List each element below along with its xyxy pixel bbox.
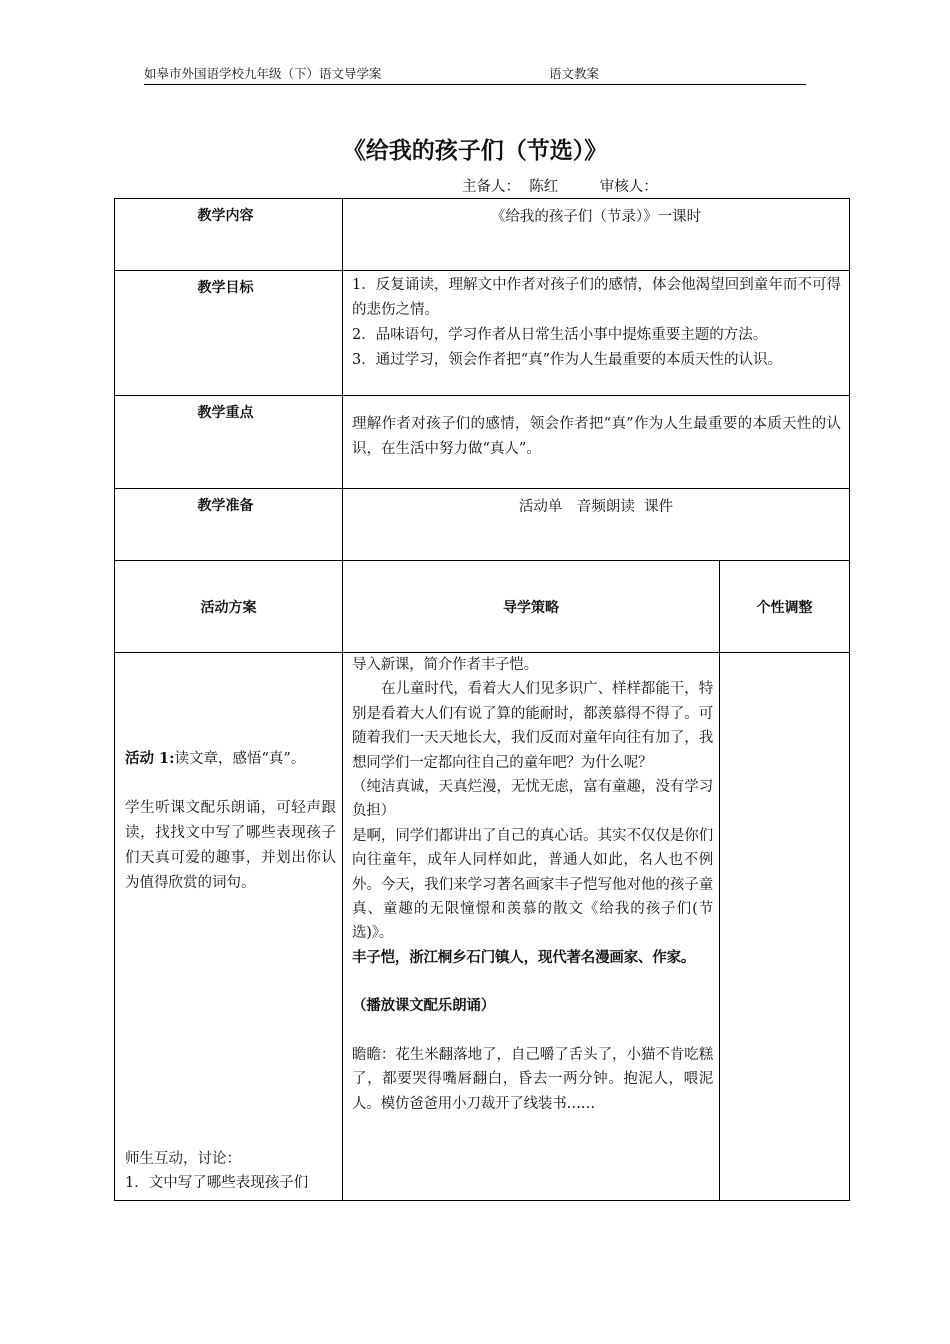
label-teaching-goals: 教学目标 <box>115 271 343 396</box>
play-note: （播放课文配乐朗诵） <box>352 997 495 1015</box>
label-teaching-content: 教学内容 <box>115 199 343 271</box>
guide-answer: （纯洁真诚，天真烂漫，无忧无虑，富有童趣，没有学习负担） <box>352 779 713 820</box>
school-header-text: 如皋市外国语学校九年级（下）语文导学案 <box>144 66 382 81</box>
value-teaching-focus: 理解作者对孩子们的感情，领会作者把“真”作为人生最重要的本质天性的认识，在生活中努力做“真人”。 <box>343 396 850 489</box>
value-teaching-goals <box>343 271 850 396</box>
row-column-headers <box>115 561 850 653</box>
page-header <box>144 66 806 85</box>
blank-line <box>352 970 713 994</box>
activity-title-text: 读文章，感悟“真”。 <box>174 751 306 767</box>
row-activity-1 <box>115 653 850 1201</box>
discussion-question-1: 1．文中写了哪些表现孩子们 <box>125 1175 309 1191</box>
blank-line <box>352 1019 713 1043</box>
header-individual-adjust: 个性调整 <box>720 561 850 653</box>
label-teaching-focus: 教学重点 <box>115 396 343 489</box>
guide-strategy-cell <box>343 653 720 1201</box>
preparer-name: 陈红 <box>529 179 559 195</box>
value-teaching-prep: 活动单 音频朗读 课件 <box>343 489 850 561</box>
preparer-label: 主备人： <box>462 179 520 195</box>
activity-description: 学生听课文配乐朗诵，可轻声跟读，找找文中写了哪些表现孩子们天真可爱的趣事，并划出你认为值得欣赏的词句。 <box>125 800 336 891</box>
reviewer-label: 审核人： <box>599 179 658 195</box>
row-teaching-content <box>115 199 850 271</box>
header-activity-plan: 活动方案 <box>115 561 343 653</box>
guide-intro: 导入新课，简介作者丰子恺。 <box>352 657 538 673</box>
lesson-plan-table <box>114 198 850 1201</box>
guide-paragraph: 在儿童时代，看着大人们见多识广、样样都能干，特别是看着大人们有说了算的能耐时，都羡慕得不得了。可随着我们一天天地长大，我们反而对童年向往有加了，我想同学们一定都向往自己的童年吧？为什么呢？ <box>352 681 713 771</box>
preparer-line <box>462 178 658 196</box>
goal-item: 1．反复诵读，理解文中作者对孩子们的感情，体会他渴望回到童年而不可得的悲伤之情。 <box>352 277 841 318</box>
header-guide-strategy: 导学策略 <box>343 561 720 653</box>
guide-paragraph: 是啊，同学们都讲出了自己的真心话。其实不仅仅是你们向往童年，成年人同样如此，普通人如此，名人也不例外。今天，我们来学习著名画家丰子恺写他对他的孩子童真、童趣的无限憧憬和羡慕的散文《给我的孩子们(节选)》。 <box>352 827 713 942</box>
activity-number: 活动 1: <box>125 750 175 767</box>
doc-type-text: 语文教案 <box>549 66 600 81</box>
label-teaching-prep: 教学准备 <box>115 489 343 561</box>
row-teaching-focus <box>115 396 850 489</box>
discussion-label: 师生互动，讨论： <box>125 1151 241 1167</box>
goal-item: 3．通过学习，领会作者把“真”作为人生最重要的本质天性的认识。 <box>352 352 783 368</box>
author-note: 丰子恺，浙江桐乡石门镇人，现代著名漫画家、作家。 <box>352 948 696 966</box>
row-teaching-prep <box>115 489 850 561</box>
activity-title <box>125 746 336 772</box>
goal-item: 2．品味语句，学习作者从日常生活小事中提炼重要主题的方法。 <box>352 327 768 343</box>
example-text: 瞻瞻：花生米翻落地了，自己嚼了舌头了，小猫不肯吃糕了，都要哭得嘴唇翻白，昏去一两分钟。抱泥人，喂泥人。模仿爸爸用小刀裁开了线装书…… <box>352 1046 713 1112</box>
individual-adjust-cell <box>720 653 850 1201</box>
value-teaching-content: 《给我的孩子们（节录）》一课时 <box>343 199 850 271</box>
document-title: 《给我的孩子们（节选）》 <box>342 138 608 164</box>
row-teaching-goals <box>115 271 850 396</box>
activity-plan-cell <box>115 653 343 1201</box>
